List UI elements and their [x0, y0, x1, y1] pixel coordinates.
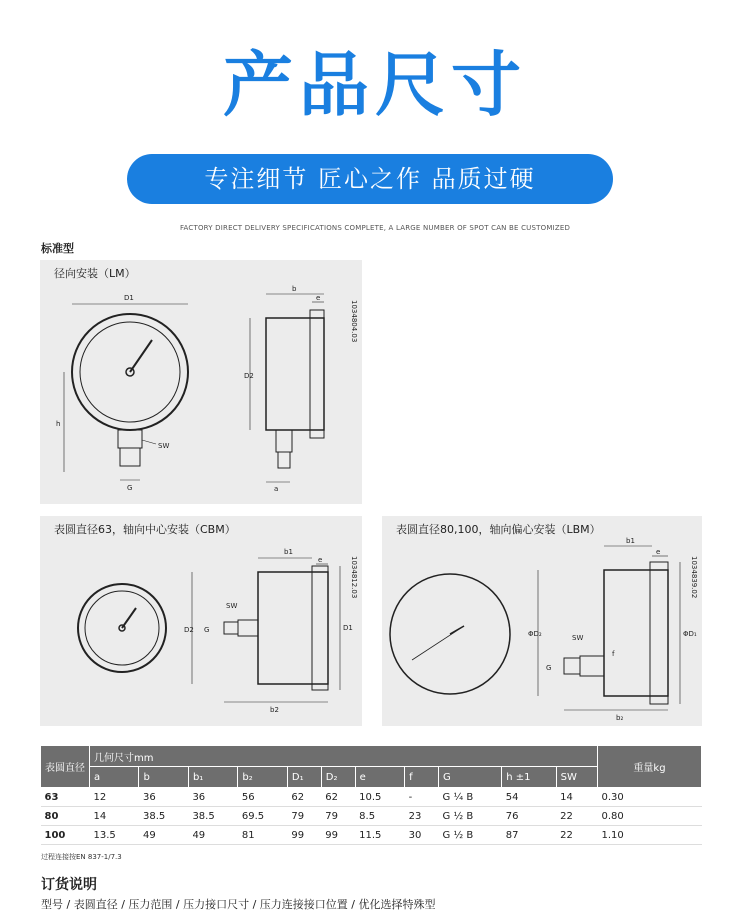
subtitle-line: FACTORY DIRECT DELIVERY SPECIFICATIONS COMPLETE, A LARGE NUMBER OF SPOT CAN BE CUSTOMIZED [179, 224, 571, 232]
order-text: 型号 / 表圆直径 / 压力范围 / 压力接口尺寸 / 压力连接接口位置 / 优化选择特殊型 [41, 898, 436, 911]
cell: 22 [556, 807, 597, 826]
lbm-label-d1: ΦD₁ [683, 630, 697, 638]
lm-label-b: b [292, 285, 297, 293]
panel-lbm [382, 516, 702, 726]
cell: 38.5 [188, 807, 237, 826]
panel-lm-title: 径向安装（LM） [54, 267, 136, 280]
cell: 69.5 [238, 807, 287, 826]
order-title: 订货说明 [41, 877, 97, 893]
cell-size: 63 [41, 788, 90, 807]
panel-lbm-title: 表圆直径80,100，轴向偏心安装（LBM） [396, 523, 601, 536]
header-geometry: 几何尺寸mm [90, 746, 598, 767]
cell: 23 [405, 807, 439, 826]
cbm-label-g: G [204, 626, 210, 634]
slogan-banner: 专注细节 匠心之作 品质过硬 [127, 154, 613, 204]
lm-label-d1: D1 [124, 294, 134, 302]
cell: 14 [556, 788, 597, 807]
lm-code: 1034804.03 [350, 300, 358, 343]
cell: 62 [287, 788, 321, 807]
lm-label-h: h [56, 420, 61, 428]
col-header: b [139, 767, 188, 788]
cbm-label-d2: D2 [184, 626, 194, 634]
lbm-label-d2: ΦD₂ [528, 630, 542, 638]
cell: 22 [556, 826, 597, 845]
col-header: D₂ [321, 767, 355, 788]
lbm-label-b1: b1 [626, 537, 635, 545]
cell: 79 [321, 807, 355, 826]
col-header: h ±1 [502, 767, 556, 788]
col-header: b₁ [188, 767, 237, 788]
cell: 62 [321, 788, 355, 807]
table-row [41, 826, 702, 845]
col-header: f [405, 767, 439, 788]
cbm-label-d1: D1 [343, 624, 353, 632]
lbm-label-e: e [656, 548, 661, 556]
lbm-label-g: G [546, 664, 552, 672]
cbm-label-sw: SW [226, 602, 238, 610]
lbm-label-b2: b₂ [616, 714, 624, 722]
cell: 36 [188, 788, 237, 807]
cell: 8.5 [355, 807, 404, 826]
cell: 38.5 [139, 807, 188, 826]
cell: 11.5 [355, 826, 404, 845]
cell: 36 [139, 788, 188, 807]
cell: 81 [238, 826, 287, 845]
cell-weight: 0.80 [598, 807, 702, 826]
cell: 13.5 [90, 826, 139, 845]
cell: 99 [287, 826, 321, 845]
col-header: e [355, 767, 404, 788]
cbm-label-e: e [318, 556, 323, 564]
col-header: SW [556, 767, 597, 788]
col-header: D₁ [287, 767, 321, 788]
cbm-label-b2: b2 [270, 706, 279, 714]
lm-label-e: e [316, 294, 321, 302]
section-label: 标准型 [41, 242, 74, 255]
panel-cbm [40, 516, 362, 726]
col-header: G [439, 767, 502, 788]
header-weight: 重量kg [598, 746, 702, 788]
cbm-label-b1: b1 [284, 548, 293, 556]
cbm-drawing [40, 516, 362, 726]
cell: 79 [287, 807, 321, 826]
cell: 56 [238, 788, 287, 807]
cell: G ½ B [439, 807, 502, 826]
cell: 14 [90, 807, 139, 826]
cell: 49 [139, 826, 188, 845]
panel-cbm-title: 表圆直径63，轴向中心安装（CBM） [54, 523, 236, 536]
lbm-drawing [382, 516, 702, 726]
cell-size: 80 [41, 807, 90, 826]
lbm-code: 1034839.02 [690, 556, 698, 599]
dimension-table [40, 745, 702, 845]
cell: 54 [502, 788, 556, 807]
cbm-code: 1034812.03 [350, 556, 358, 599]
lm-label-a: a [274, 485, 279, 493]
table-row [41, 807, 702, 826]
col-header: a [90, 767, 139, 788]
cell: 10.5 [355, 788, 404, 807]
cell: - [405, 788, 439, 807]
cell: 49 [188, 826, 237, 845]
cell: G ¼ B [439, 788, 502, 807]
footnote: 过程连接按EN 837-1/7.3 [41, 853, 122, 861]
cell: 12 [90, 788, 139, 807]
lm-label-g: G [127, 484, 133, 492]
lm-label-sw: SW [158, 442, 170, 450]
lbm-label-f: f [612, 650, 615, 658]
cell: 87 [502, 826, 556, 845]
lbm-label-sw: SW [572, 634, 584, 642]
lm-label-d2: D2 [244, 372, 254, 380]
cell: 30 [405, 826, 439, 845]
header-size: 表圆直径 [41, 746, 90, 788]
cell: 99 [321, 826, 355, 845]
cell: G ½ B [439, 826, 502, 845]
page-title: 产品尺寸 [223, 44, 527, 126]
panel-lm [40, 260, 362, 504]
cell-weight: 1.10 [598, 826, 702, 845]
table-row [41, 788, 702, 807]
cell-size: 100 [41, 826, 90, 845]
cell-weight: 0.30 [598, 788, 702, 807]
col-header: b₂ [238, 767, 287, 788]
lm-drawing [40, 260, 362, 504]
cell: 76 [502, 807, 556, 826]
